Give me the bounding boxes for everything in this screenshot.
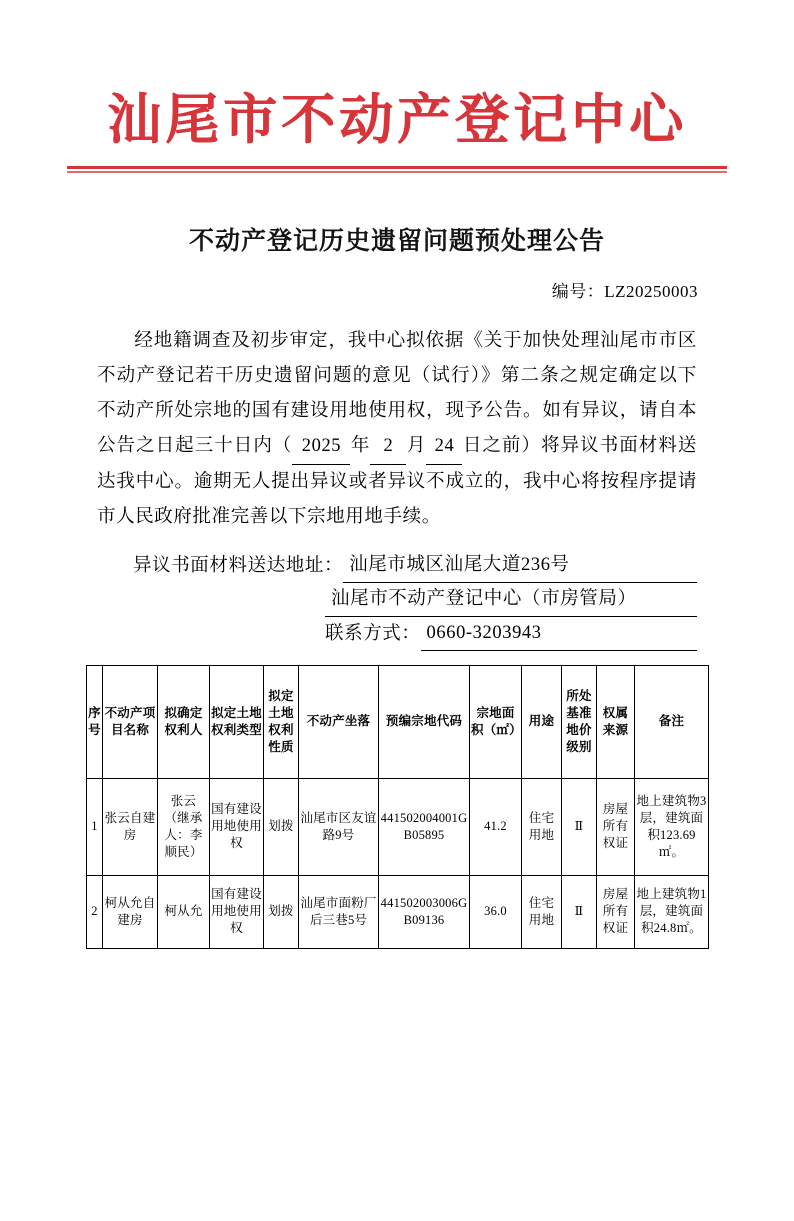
cell-owner: 柯从允 (158, 875, 210, 948)
day-unit: 日之 (462, 435, 502, 456)
deadline-day-field: 24 (426, 429, 462, 465)
letterhead (0, 86, 794, 173)
body-content (97, 324, 697, 535)
cell-area: 41.2 (470, 778, 522, 875)
announcement-page (0, 86, 794, 1221)
column-header-remark: 备注 (635, 665, 709, 778)
cell-use: 住宅用地 (522, 875, 562, 948)
delivery-address-label: 异议书面材料送达地址： (133, 555, 344, 576)
column-header-use: 用途 (522, 665, 562, 778)
paragraph-text-part-1: 经地籍调查及初步审定，我中心拟依据《关于加快处理汕尾市市区不动产登记若干历史遗留问题的意见（试行）》第二条之规定确定以下不动产所处宗地的国有建设用地使用权，现予公告。如有异议，请自本公告之日起三十日内（ (97, 330, 697, 456)
delivery-address-row-1 (97, 549, 697, 583)
document-number-label: 编号： (551, 281, 605, 301)
contact-value: 0660-3203943 (421, 617, 697, 651)
delivery-address-block (97, 549, 697, 651)
year-unit: 年 (350, 435, 371, 456)
column-header-seq: 序号 (87, 665, 103, 778)
month-unit: 月 (406, 435, 427, 456)
cell-use: 住宅用地 (522, 778, 562, 875)
cell-seq: 2 (87, 875, 103, 948)
deadline-year-field: 2025 (292, 429, 350, 465)
column-header-source: 权属来源 (597, 665, 635, 778)
cell-right-type: 国有建设用地使用权 (210, 778, 264, 875)
delivery-address-line-1: 汕尾市城区汕尾大道236号 (343, 549, 697, 583)
column-header-parcel-code: 预编宗地代码 (379, 665, 470, 778)
parcel-table (86, 665, 709, 949)
cell-location: 汕尾市区友谊路9号 (299, 778, 379, 875)
cell-price-grade: Ⅱ (562, 778, 597, 875)
contact-label: 联系方式： (325, 623, 421, 644)
cell-price-grade: Ⅱ (562, 875, 597, 948)
cell-remark: 地上建筑物3层，建筑面积123.69㎡。 (635, 778, 709, 875)
contact-row (97, 617, 697, 651)
letterhead-rules (67, 166, 727, 173)
column-header-area: 宗地面积（㎡） (470, 665, 522, 778)
table-header-row (87, 665, 709, 778)
cell-area: 36.0 (470, 875, 522, 948)
cell-project: 柯从允自建房 (103, 875, 158, 948)
column-header-price-grade: 所处基准地价级别 (562, 665, 597, 778)
cell-right-nature: 划拨 (264, 778, 299, 875)
letterhead-rule-thin (67, 171, 727, 173)
deadline-month-field: 2 (370, 429, 406, 465)
page-title: 不动产登记历史遗留问题预处理公告 (188, 225, 605, 255)
column-header-project: 不动产项目名称 (103, 665, 158, 778)
cell-source: 房屋所有权证 (597, 778, 635, 875)
cell-remark: 地上建筑物1层，建筑面积24.8㎡。 (635, 875, 709, 948)
cell-parcel-code: 441502003006GB09136 (379, 875, 470, 948)
cell-source: 房屋所有权证 (597, 875, 635, 948)
cell-right-nature: 划拨 (264, 875, 299, 948)
document-number-value: LZ20250003 (604, 281, 698, 301)
parcel-table-wrap (86, 665, 708, 949)
table-row (87, 778, 709, 875)
organization-title: 汕尾市不动产登记中心 (107, 87, 687, 151)
cell-owner: 张云（继承人：李顺民） (158, 778, 210, 875)
document-number (0, 277, 794, 302)
table-row (87, 875, 709, 948)
cell-right-type: 国有建设用地使用权 (210, 875, 264, 948)
cell-location: 汕尾市面粉厂后三巷5号 (299, 875, 379, 948)
paragraph-text-part-2: 前）将异议书面材料送达我中心。逾期无人提出异议或者异议不成立的，我中心将按程序提请市人民政府批准完善以下宗地用地手续。 (97, 435, 697, 527)
column-header-owner: 拟确定权利人 (158, 665, 210, 778)
column-header-right-type: 拟定土地权利类型 (210, 665, 264, 778)
cell-seq: 1 (87, 778, 103, 875)
delivery-address-line-2: 汕尾市不动产登记中心（市房管局） (325, 583, 697, 617)
cell-parcel-code: 441502004001GB05895 (379, 778, 470, 875)
cell-project: 张云自建房 (103, 778, 158, 875)
delivery-address-row-2 (97, 583, 697, 617)
announcement-paragraph (97, 324, 697, 535)
column-header-right-nature: 拟定土地权利性质 (264, 665, 299, 778)
column-header-location: 不动产坐落 (299, 665, 379, 778)
